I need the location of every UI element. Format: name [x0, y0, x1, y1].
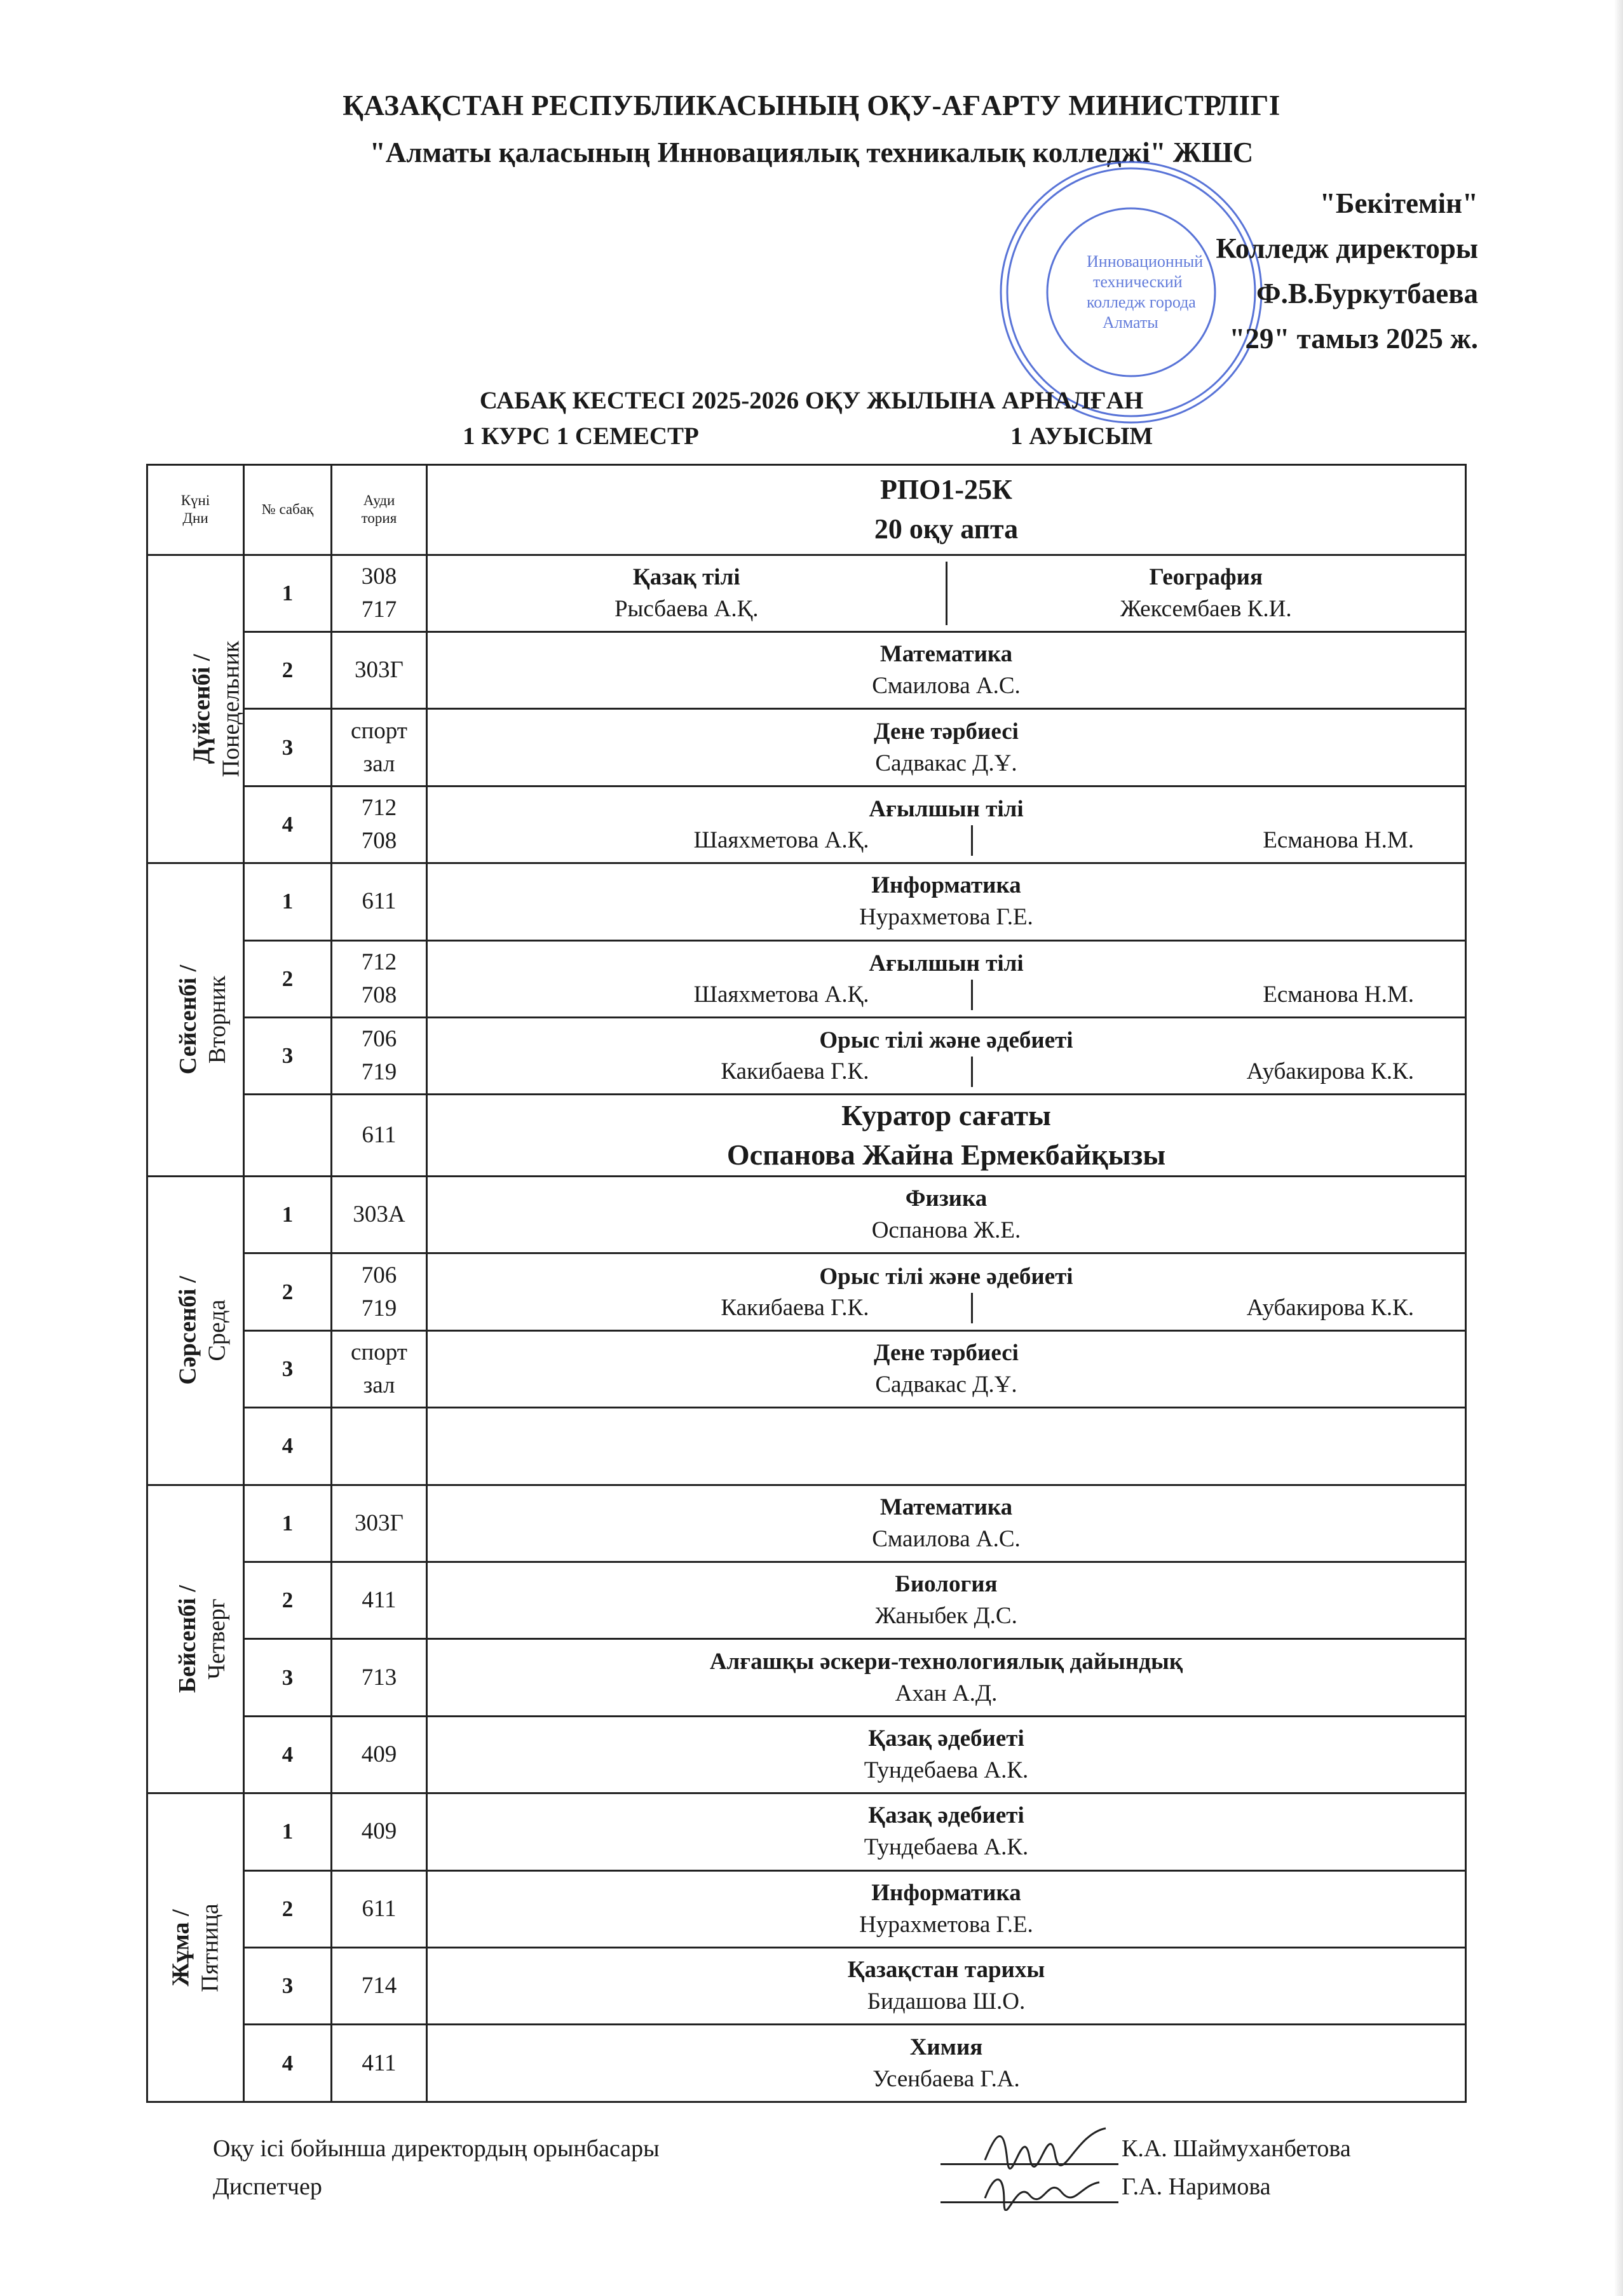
room-number: 706: [361, 1026, 397, 1053]
lesson-row: [147, 940, 1466, 1017]
room-cell: [332, 1408, 427, 1485]
room-cell: [332, 1018, 427, 1095]
room-number: зал: [363, 1372, 395, 1398]
approve-label: "Бекітемін": [1319, 187, 1478, 219]
lesson-number: 4: [244, 1716, 332, 1793]
room-cell: [332, 1716, 427, 1793]
split-teachers: [428, 1057, 1465, 1087]
lesson-row: [147, 1176, 1466, 1253]
day-name-ru: Понедельник: [217, 640, 245, 778]
subject-name: Ағылшын тілі: [869, 950, 1024, 976]
room-number: 717: [361, 596, 397, 623]
dispatcher-name: Г.А. Наримова: [1122, 2173, 1271, 2200]
room-cell: [332, 940, 427, 1017]
schedule-shift: 1 АУЫСЫМ: [1010, 422, 1153, 450]
teacher-name: Садвакас Д.Ұ.: [875, 750, 1017, 776]
room-number: 708: [361, 828, 397, 854]
lesson-row: [147, 1095, 1466, 1176]
room-number: 713: [361, 1664, 397, 1691]
lesson-row: [147, 632, 1466, 709]
day-cell: [147, 863, 244, 1177]
room-number: 708: [361, 982, 397, 1008]
lesson-number: 2: [244, 1870, 332, 1947]
day-name-ru: Четверг: [203, 1598, 230, 1680]
schedule-course: 1 КУРС 1 СЕМЕСТР: [463, 422, 699, 450]
teacher-name: Тундебаева А.К.: [864, 1757, 1029, 1784]
subject-name: Дене тәрбиесі: [874, 718, 1019, 745]
subject-name: Химия: [909, 2034, 983, 2060]
lesson-cell: [427, 1095, 1466, 1176]
split-subjects: [428, 562, 1465, 593]
room-cell: [332, 632, 427, 709]
day-cell: [147, 555, 244, 863]
room-cell: [332, 1793, 427, 1870]
lesson-cell: [427, 1562, 1466, 1639]
lesson-number: 1: [244, 1793, 332, 1870]
day-name-kz: Сейсенбі /: [175, 964, 202, 1075]
room-number: 714: [361, 1973, 397, 1999]
day-cell: [147, 1793, 244, 2102]
lesson-cell: [427, 863, 1466, 940]
lesson-row: [147, 2025, 1466, 2102]
subject-name: География: [1149, 564, 1263, 590]
room-number: 411: [362, 2050, 397, 2076]
room-cell: [332, 1095, 427, 1176]
lesson-number: 2: [244, 1253, 332, 1330]
teacher-name: Аубакирова К.К.: [1246, 1058, 1414, 1085]
teacher-name: Тундебаева А.К.: [864, 1834, 1029, 1861]
lesson-number: 4: [244, 2025, 332, 2102]
subject-name: Биология: [895, 1571, 998, 1598]
day-name-ru: Пятница: [196, 1903, 224, 1992]
lesson-cell: [427, 1408, 1466, 1485]
day-label: [173, 1585, 231, 1693]
room-number: 706: [361, 1262, 397, 1288]
split-teachers: [428, 1293, 1465, 1323]
subject-name: Қазақ тілі: [428, 562, 947, 593]
lesson-row: [147, 1948, 1466, 2025]
room-number: 409: [361, 1818, 397, 1845]
room-cell: [332, 1870, 427, 1947]
teacher-name: Жексембаев К.И.: [1120, 595, 1292, 622]
room-cell: [332, 709, 427, 786]
lesson-row: [147, 863, 1466, 940]
subject-name: Қазақстан тарихы: [847, 1957, 1045, 1983]
teacher-name: Бидашова Ш.О.: [867, 1989, 1026, 2015]
day-header-ru: Дни: [182, 510, 208, 527]
lesson-cell: [427, 1176, 1466, 1253]
lesson-cell: [427, 786, 1466, 863]
room-cell: [332, 863, 427, 940]
group-name: РПО1-25К: [880, 474, 1012, 506]
lesson-row: [147, 1018, 1466, 1095]
teacher-name: Какибаева Г.К.: [428, 1057, 973, 1087]
lesson-number: 2: [244, 940, 332, 1017]
teacher-name: Ахан А.Д.: [895, 1680, 998, 1706]
room-cell: [332, 1485, 427, 1562]
room-number: 308: [361, 563, 397, 590]
weeks-count: 20 оқу апта: [874, 513, 1019, 545]
room-cell: [332, 786, 427, 863]
subject-name: Информатика: [871, 872, 1021, 899]
room-cell: [332, 1562, 427, 1639]
subject-name: Математика: [879, 1494, 1013, 1520]
split-teachers: [428, 980, 1465, 1010]
lesson-cell: [427, 632, 1466, 709]
lesson-row: [147, 1639, 1466, 1716]
lesson-number: 3: [244, 1330, 332, 1407]
day-name-ru: Среда: [203, 1299, 231, 1361]
room-number: спорт: [351, 717, 407, 744]
teacher-name: Аубакирова К.К.: [1246, 1294, 1414, 1321]
day-name-kz: Сәрсенбі /: [174, 1276, 201, 1385]
lesson-cell: [427, 1018, 1466, 1095]
day-label: [173, 965, 232, 1074]
lesson-row: [147, 709, 1466, 786]
subject-name: Физика: [905, 1185, 988, 1212]
subject-name: Қазақ әдебиеті: [868, 1802, 1024, 1829]
room-number: 611: [362, 1895, 397, 1922]
day-name-ru: Вторник: [204, 975, 231, 1064]
lesson-number: 3: [244, 1639, 332, 1716]
lesson-cell: [427, 1639, 1466, 1716]
teacher-name: Какибаева Г.К.: [428, 1293, 973, 1323]
day-cell: [147, 1485, 244, 1793]
svg-text:Инновационный: Инновационный: [1087, 252, 1204, 271]
room-number: 712: [361, 949, 397, 975]
teacher-name: Шаяхметова А.Қ.: [428, 825, 973, 856]
lesson-cell: [427, 1793, 1466, 1870]
day-name-kz: Бейсенбі /: [173, 1585, 201, 1693]
lesson-row: [147, 1562, 1466, 1639]
svg-text:Алматы: Алматы: [1103, 313, 1158, 332]
teacher-name: Есманова Н.М.: [1263, 981, 1414, 1008]
scan-edge: [1614, 0, 1623, 2296]
lesson-cell: [427, 1330, 1466, 1407]
teacher-name: Садвакас Д.Ұ.: [875, 1371, 1017, 1398]
lesson-number: 2: [244, 1562, 332, 1639]
svg-text:колледж города: колледж города: [1087, 293, 1196, 311]
room-cell: [332, 1948, 427, 2025]
deputy-title: Оқу ісі бойынша директордың орынбасары: [213, 2135, 660, 2162]
lesson-row: [147, 786, 1466, 863]
lesson-number: 4: [244, 786, 332, 863]
room-number: 611: [362, 1122, 397, 1149]
lesson-row: [147, 1330, 1466, 1407]
teacher-name: Оспанова Ж.Е.: [871, 1217, 1021, 1244]
teacher-name: Есманова Н.М.: [1263, 827, 1414, 854]
lesson-number: 1: [244, 555, 332, 631]
subject-name: Математика: [879, 641, 1013, 668]
teacher-name: Усенбаева Г.А.: [873, 2065, 1020, 2092]
lesson-row: [147, 555, 1466, 631]
lesson-number: 1: [244, 1176, 332, 1253]
lesson-number: 3: [244, 709, 332, 786]
teacher-name: Шаяхметова А.Қ.: [428, 980, 973, 1010]
room-number: зал: [363, 750, 395, 777]
subject-name: Информатика: [871, 1879, 1021, 1906]
schedule-table: [146, 464, 1467, 2103]
subject-name: Орыс тілі және әдебиеті: [819, 1263, 1073, 1290]
day-label: [173, 1276, 232, 1385]
director-name: Ф.В.Буркутбаева: [1256, 278, 1478, 309]
lesson-row: [147, 1793, 1466, 1870]
lesson-cell: [427, 1716, 1466, 1793]
day-label: [166, 1903, 225, 1992]
room-cell: [332, 555, 427, 631]
lesson-cell: [427, 2025, 1466, 2102]
lesson-number: 3: [244, 1018, 332, 1095]
day-column-header: [147, 465, 244, 555]
deputy-name: К.А. Шаймуханбетова: [1122, 2135, 1351, 2162]
teacher-name: Нурахметова Г.Е.: [859, 904, 1033, 931]
svg-text:технический: технический: [1093, 273, 1183, 291]
schedule-title: САБАҚ КЕСТЕСІ 2025-2026 ОҚУ ЖЫЛЫНА АРНАЛҒАН: [479, 387, 1144, 414]
room-number: 719: [361, 1059, 397, 1086]
subject-name: Орыс тілі және әдебиеті: [819, 1027, 1073, 1054]
lesson-row: [147, 1253, 1466, 1330]
day-header-kz: Күні: [180, 492, 210, 509]
teacher-name: Жаныбек Д.С.: [875, 1603, 1017, 1630]
college-heading: "Алматы қаласының Инновациялық техникалық колледжі" ЖШС: [369, 137, 1254, 168]
room-cell: [332, 1176, 427, 1253]
room-number: спорт: [351, 1339, 407, 1365]
lesson-row: [147, 1716, 1466, 1793]
group-header: [427, 465, 1466, 555]
teacher-name: Рысбаева А.Қ.: [428, 593, 947, 625]
approval-block: [906, 181, 1478, 361]
lesson-row: [147, 1870, 1466, 1947]
teacher-name: Смаилова А.С.: [872, 673, 1021, 699]
room-number: 611: [362, 888, 397, 915]
split-teachers: [428, 825, 1465, 856]
lesson-row: [147, 1485, 1466, 1562]
curator-hour-title: Куратор сағаты: [841, 1099, 1051, 1132]
ministry-heading: ҚАЗАҚСТАН РЕСПУБЛИКАСЫНЫҢ ОҚУ-АҒАРТУ МИНИСТРЛІГІ: [343, 90, 1280, 121]
day-cell: [147, 1176, 244, 1485]
room-number: 411: [362, 1587, 397, 1614]
lesson-cell: [427, 1253, 1466, 1330]
curator-name: Оспанова Жайна Ермекбайқызы: [726, 1138, 1166, 1172]
room-number: 712: [361, 795, 397, 821]
room-header-2: тория: [361, 510, 397, 527]
room-cell: [332, 1330, 427, 1407]
table-header-row: [147, 465, 1466, 555]
lesson-number: 2: [244, 632, 332, 709]
lesson-cell: [427, 709, 1466, 786]
lesson-number: [244, 1095, 332, 1176]
subject-name: Алғашқы әскери-технологиялық дайындық: [709, 1648, 1183, 1675]
room-number: 303Г: [355, 657, 404, 684]
room-header-1: Ауди: [363, 492, 395, 509]
day-name-kz: Жұма /: [167, 1908, 194, 1987]
lesson-row: [147, 1408, 1466, 1485]
subject-name: Ағылшын тілі: [869, 796, 1024, 823]
day-name-kz: Дүйсенбі /: [188, 654, 215, 764]
lesson-cell: [427, 1870, 1466, 1947]
teacher-name: Смаилова А.С.: [872, 1525, 1021, 1552]
subject-name: Қазақ әдебиеті: [868, 1725, 1024, 1752]
lesson-number: 4: [244, 1408, 332, 1485]
director-title: Колледж директоры: [1216, 233, 1478, 264]
room-number: 719: [361, 1295, 397, 1321]
lesson-number-header: № сабақ: [244, 465, 332, 555]
lesson-number: 1: [244, 863, 332, 940]
approve-date: "29" тамыз 2025 ж.: [1229, 323, 1478, 355]
lesson-cell: [427, 1485, 1466, 1562]
room-number: 409: [361, 1741, 397, 1768]
room-column-header: [332, 465, 427, 555]
lesson-cell: [427, 555, 1466, 631]
dispatcher-title: Диспетчер: [213, 2173, 322, 2200]
room-number: 303А: [353, 1201, 405, 1228]
room-number: 303Г: [355, 1509, 404, 1536]
room-cell: [332, 2025, 427, 2102]
room-cell: [332, 1639, 427, 1716]
dispatcher-signature: [979, 2166, 1106, 2211]
lesson-cell: [427, 1948, 1466, 2025]
lesson-number: 1: [244, 1485, 332, 1562]
split-teachers: [428, 593, 1465, 625]
subject-name: Дене тәрбиесі: [874, 1339, 1019, 1366]
teacher-name: Нурахметова Г.Е.: [859, 1911, 1033, 1938]
lesson-cell: [427, 940, 1466, 1017]
day-label: [187, 641, 245, 778]
room-cell: [332, 1253, 427, 1330]
deputy-signature: [979, 2116, 1118, 2173]
lesson-number: 3: [244, 1948, 332, 2025]
